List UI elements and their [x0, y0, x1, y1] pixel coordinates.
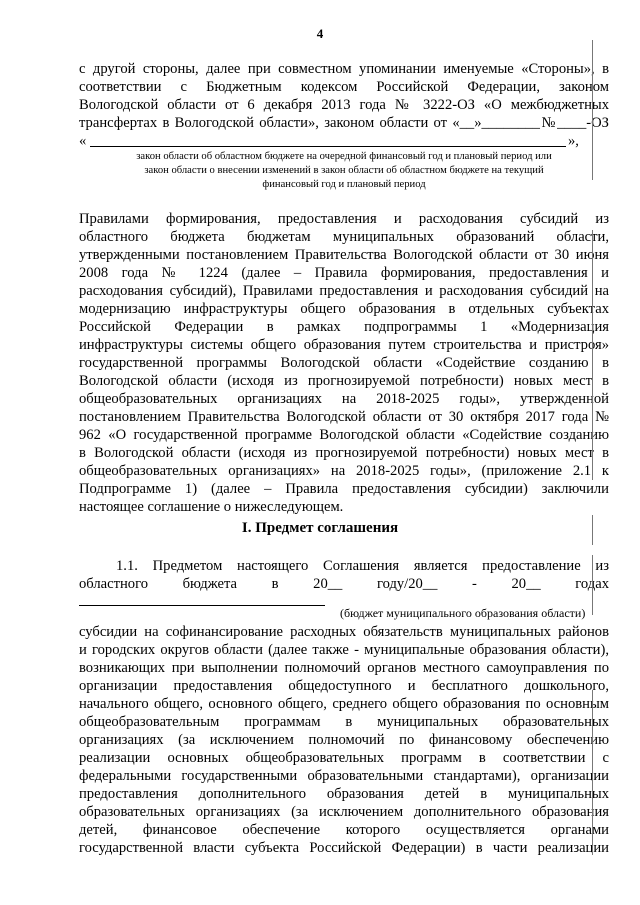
- scan-edge-line: [592, 515, 593, 545]
- law-blank-line: [79, 132, 609, 150]
- text-line: 2008 года № 1224 (далее – Правила формирования, предоставления и: [79, 265, 609, 281]
- text-line: федеральными государственными образовательными стандартами), организации: [79, 768, 609, 784]
- law-note-line: закон области об областном бюджете на очередной финансовый год и плановый период или: [136, 151, 552, 162]
- text-line: предоставления дополнительного образования детей в муниципальных: [79, 786, 609, 802]
- text-line: организациях (за исключением полномочий по финансовому обеспечению: [79, 732, 609, 748]
- law-note-line: финансовый год и плановый период: [262, 179, 426, 190]
- law-underline: [90, 146, 566, 147]
- text-line: общеобразовательным программам в муниципальных образовательных: [79, 714, 609, 730]
- text-line: организации предоставления общедоступного и бесплатного дошкольного,: [79, 678, 609, 694]
- text-line: областного бюджета бюджетам муниципальных образований области,: [79, 229, 609, 245]
- text-line: общеобразовательных организациях на 2018-2025 годы», утвержденной: [79, 391, 609, 407]
- text-line: государственной власти субъекта Российской Федерации) в части реализации: [79, 840, 609, 856]
- text-line: возникающих при выполнении полномочий органов местного самоуправления по: [79, 660, 609, 676]
- text-line: Подпрограмме 1) (далее – Правила предоставления субсидии) заключили: [79, 481, 609, 497]
- text-line: реализации основных общеобразовательных программ в соответствии с: [79, 750, 609, 766]
- text-line: государственной программы Вологодской области «Содействие созданию в: [79, 355, 609, 371]
- budget-underline: [79, 605, 325, 606]
- clause-line: областного бюджета в 20__ году/20__ - 20__ годах: [79, 576, 609, 592]
- text-line: Правилами формирования, предоставления и расходования субсидий из: [79, 211, 609, 227]
- text-line: соответствии с Бюджетным кодексом Российской Федерации, законом: [79, 79, 609, 95]
- text-line: утвержденными постановлением Правительства Вологодской области от 30 июня: [79, 247, 609, 263]
- text-line: трансфертах в Вологодской области», законом области от «__»________№____-ОЗ: [79, 115, 609, 131]
- scan-edge-line: [592, 555, 593, 615]
- text-line: начального общего, основного общего, среднего общего образования по основным: [79, 696, 609, 712]
- text-line: постановлением Правительства Вологодской области от 30 октября 2017 года №: [79, 409, 609, 425]
- text-line: расходования субсидий), Правилами предоставления и расходования субсидий на: [79, 283, 609, 299]
- text-line: образовательных организациях (за исключением дополнительного образования: [79, 804, 609, 820]
- text-line: настоящее соглашение о нижеследующем.: [79, 499, 344, 515]
- page-number: 4: [316, 26, 324, 41]
- scan-edge-line: [592, 230, 593, 480]
- text-line: Вологодской области (исходя из прогнозируемой потребности) новых мест в: [79, 373, 609, 389]
- text-line: детей, финансовое обеспечение которого осуществляется органами: [79, 822, 609, 838]
- text-line: инфраструктуры системы общего образования путем строительства и пристроя»: [79, 337, 609, 353]
- text-line: Вологодской области от 6 декабря 2013 года № 3222-ОЗ «О межбюджетных: [79, 97, 609, 113]
- text-line: 962 «О государственной программе Вологодской области «Содействие созданию: [79, 427, 609, 443]
- section-title: I. Предмет соглашения: [241, 520, 399, 536]
- budget-note: (бюджет муниципального образования области): [340, 606, 586, 620]
- text-line: с другой стороны, далее при совместном упоминании именуемые «Стороны», в: [79, 61, 609, 77]
- open-quote: «: [79, 133, 87, 149]
- clause-line: 1.1. Предметом настоящего Соглашения является предоставление из: [116, 558, 609, 574]
- law-note-line: закон области о внесении изменений в закон области об областном бюджете на текущий: [144, 165, 544, 176]
- close-quote: »,: [568, 133, 579, 149]
- text-line: и городских округов области (далее также - муниципальные образования области),: [79, 642, 609, 658]
- text-line: субсидии на софинансирование расходных обязательств муниципальных районов: [79, 624, 609, 640]
- text-line: общеобразовательных организациях» на 2018-2025 годы», (приложение 2.1 к: [79, 463, 609, 479]
- text-line: в Вологодской области (исходя из прогнозируемой потребности) новых мест в: [79, 445, 609, 461]
- scan-edge-line: [592, 40, 593, 180]
- text-line: Российской Федерации в рамках подпрограммы 1 «Модернизация: [79, 319, 609, 335]
- text-line: модернизацию инфраструктуры общего образования в отдельных субъектах: [79, 301, 609, 317]
- scan-edge-line: [592, 690, 593, 855]
